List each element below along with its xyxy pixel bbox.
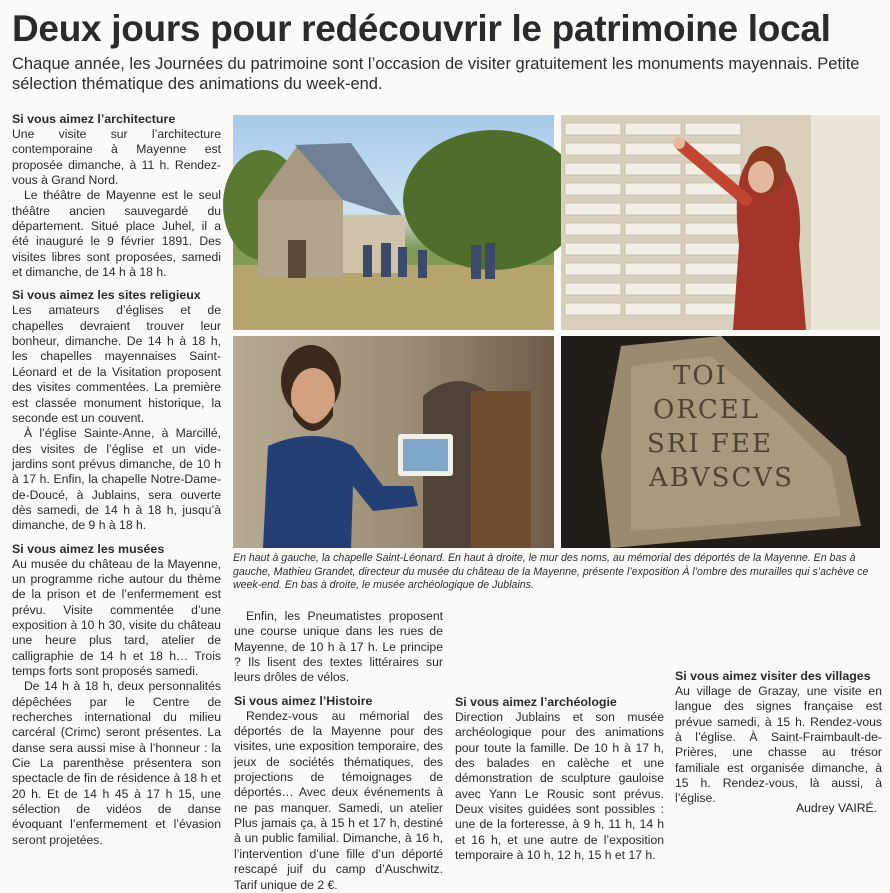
article-column-4	[675, 609, 882, 807]
inscription-line-3: SRI FEE	[647, 429, 773, 459]
article-headline: Deux jours pour redécouvrir le patrimoine local	[12, 8, 831, 49]
photo-caption: En haut à gauche, la chapelle Saint-Léonard. En haut à droite, le mur des noms, au mémorial des déportés de la Mayenne. En bas à gauche, Mathieu Grandet, directeur du musée du château de la Mayenne, présente l’exposition À l’ombre des murailles qui s’achève ce week-end. En bas à droite, le musée archéologique de Jublains.	[233, 552, 869, 592]
musees-paragraph-2: De 14 h à 18 h, deux personnalités dépêchées par le Centre de recherches international du milieu carcéral (Crimc) seront présentes. La danse sera aussi mise à l’honneur : la Cie La parenthèse présentera son spectacle de fin de résidence à 18 h et 20 h. Et de 14 h 45 à 17 h 15, une sélection de vidéos de danse évoquant l’enfermement et l’évasion seront projetées.	[12, 679, 221, 847]
article-byline: Audrey VAIRÉ.	[796, 801, 878, 815]
architecture-paragraph-1: Une visite sur l’architecture contemporaine à Mayenne est proposée dimanche, à 11 h. Rendez-vous à Grand Nord.	[12, 127, 221, 188]
inscription-line-2: ORCEL	[653, 395, 761, 425]
article-column-1	[12, 112, 221, 848]
villages-paragraph-1: Au village de Grazay, une visite en langue des signes française est prévue samedi, à 15 h. Rendez-vous à l’église. À Saint-Fraimbault-de-Prières, une chasse au trésor familiale est organisée dimanche, à 15 h. Rendez-vous, là aussi, à l’église.	[675, 684, 882, 806]
section-title-religieux: Si vous aimez les sites religieux	[12, 288, 201, 303]
section-title-architecture: Si vous aimez l’architecture	[12, 112, 176, 126]
archeologie-paragraph-1: Direction Jublains et son musée archéologique pour des animations pour toute la famille. De 10 h à 17 h, des balades en calèche et une démonstration de sculpture gauloise avec Yann Le Rousic sont prévus. Deux visites guidées sont possibles : une de la forteresse, à 9 h, 11 h, 14 h et 16 h, et une autre de l’exposition temporaire à 10 h, 12 h, 15 h et 17 h.	[455, 710, 664, 863]
article-column-3	[455, 609, 664, 863]
photo-mur-des-noms	[561, 115, 880, 330]
photo-chapelle-saint-leonard	[233, 115, 554, 330]
section-title-musees: Si vous aimez les musées	[12, 541, 165, 556]
architecture-paragraph-2: Le théâtre de Mayenne est le seul théâtre ancien sauvegardé du département. Situé place Juhel, il a été inauguré le 9 février 1891. Des visites libres sont proposées, samedi et dimanche, de 14 h à 18 h.	[12, 188, 221, 280]
photo-musee-archeologique-jublains	[561, 336, 880, 548]
musees-paragraph-1: Au musée du château de la Mayenne, un programme riche autour du thème de la prison et de l’enfermement est prévu. Visite commentée d’une exposition à 10 h 30, visite du château une heure plus tard, atelier de calligraphie de 14 h et 18 h… Trois temps forts sont proposés samedi.	[12, 556, 221, 678]
section-title-villages: Si vous aimez visiter des villages	[675, 669, 871, 683]
musees-paragraph-3: Enfin, les Pneumatistes proposent une course unique dans les rues de Mayenne, de 10 h à 17 h. Le principe ? Ils lisent des textes littéraires sur leurs drôles de vélos.	[234, 609, 443, 685]
section-title-histoire: Si vous aimez l’Histoire	[234, 693, 373, 708]
religieux-paragraph-1: Les amateurs d’églises et de chapelles devraient trouver leur bonheur, dimanche. De 14 h à 18 h, les chapelles mayennaises Saint-Léonard et de la Visitation proposent des visites commentées. La première est classée monument historique, la seconde est un couvent.	[12, 303, 221, 425]
section-title-archeologie: Si vous aimez l’archéologie	[455, 695, 617, 709]
histoire-paragraph-1: Rendez-vous au mémorial des déportés de la Mayenne pour des visites, une exposition temporaire, des jeux de sociétés thématiques, des projections de témoignages de déportés… Avec deux événements à ne pas manquer. Samedi, un atelier Plus jamais ça, à 15 h et 17 h, destiné à un public familial. Dimanche, à 16 h, l’intervention d’une fille d’un déporté rescapé juif du camp d’Auschwitz. Tarif unique de 2 €.	[234, 708, 443, 892]
religieux-paragraph-2: À l’église Sainte-Anne, à Marcillé, des visites de l’église et un vide-jardins sont prévus dimanche, de 10 h à 17 h. Enfin, la chapelle Notre-Dame-de-Doucé, à Jublains, sera ouverte dès samedi, de 14 h à 18 h, jusqu’à dimanche, de 9 h à 18 h.	[12, 426, 221, 533]
photo-mathieu-grandet	[233, 336, 554, 548]
article-column-2	[234, 609, 443, 892]
inscription-line-4: ABVSCVS	[649, 463, 794, 493]
inscription-line-1: TOI	[673, 361, 728, 391]
article-standfirst: Chaque année, les Journées du patrimoine sont l’occasion de visiter gratuitement les monuments mayennais. Petite sélection thématique des animations du week-end.	[12, 55, 860, 93]
